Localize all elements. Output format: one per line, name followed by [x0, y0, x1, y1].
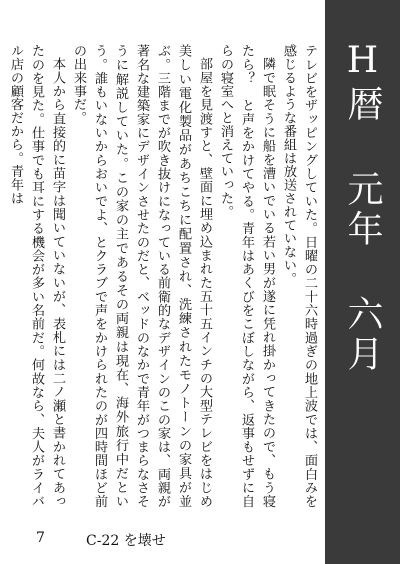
paragraph: 隣で眠そうに船を漕いでいる若い男が遂に凭れ掛かってきたので、もう寝たら？ と声をかけてやる。青年はあくびをこぼしながら、返事もせずに自らの寝室へと消えていった。 — [218, 44, 275, 508]
body-text — [8, 44, 320, 508]
paragraph: テレビをザッピングしていた。日曜の二十六時過ぎの地上波では、面白みを感じるような番組は放送されていない。 — [281, 44, 317, 508]
paragraph: 本人から直接的に苗字は聞いていないが、表札には二ノ瀬と書かれてあったのを見た。仕事でも耳にする機会が多い名前だ。何故なら、夫人がライバル店の顧客だから。青年は — [8, 44, 65, 508]
paragraph: 部屋を見渡すと、壁面に埋め込まれた五十五インチの大型テレビをはじめ美しい電化製品があちこちに配置され、洗練されたモノトーンの家具が並ぶ。三階までが吹き抜けになっている前衛的なデザインのこの家は、両親が著名な建築家にデザインさせたのだと、ベッドのなかで青年がつまらなさそうに解説していた。この家の主であるその両親は現在、海外旅行中だという。誰もいないからおいでよ、とクラブで声をかけられたのが四時間ほど前の出来事だ。 — [71, 44, 212, 508]
chapter-title: H暦 元年 六月 — [342, 40, 383, 375]
running-title: C-22 を壊せ — [86, 533, 166, 549]
page-number: 7 — [36, 530, 45, 546]
